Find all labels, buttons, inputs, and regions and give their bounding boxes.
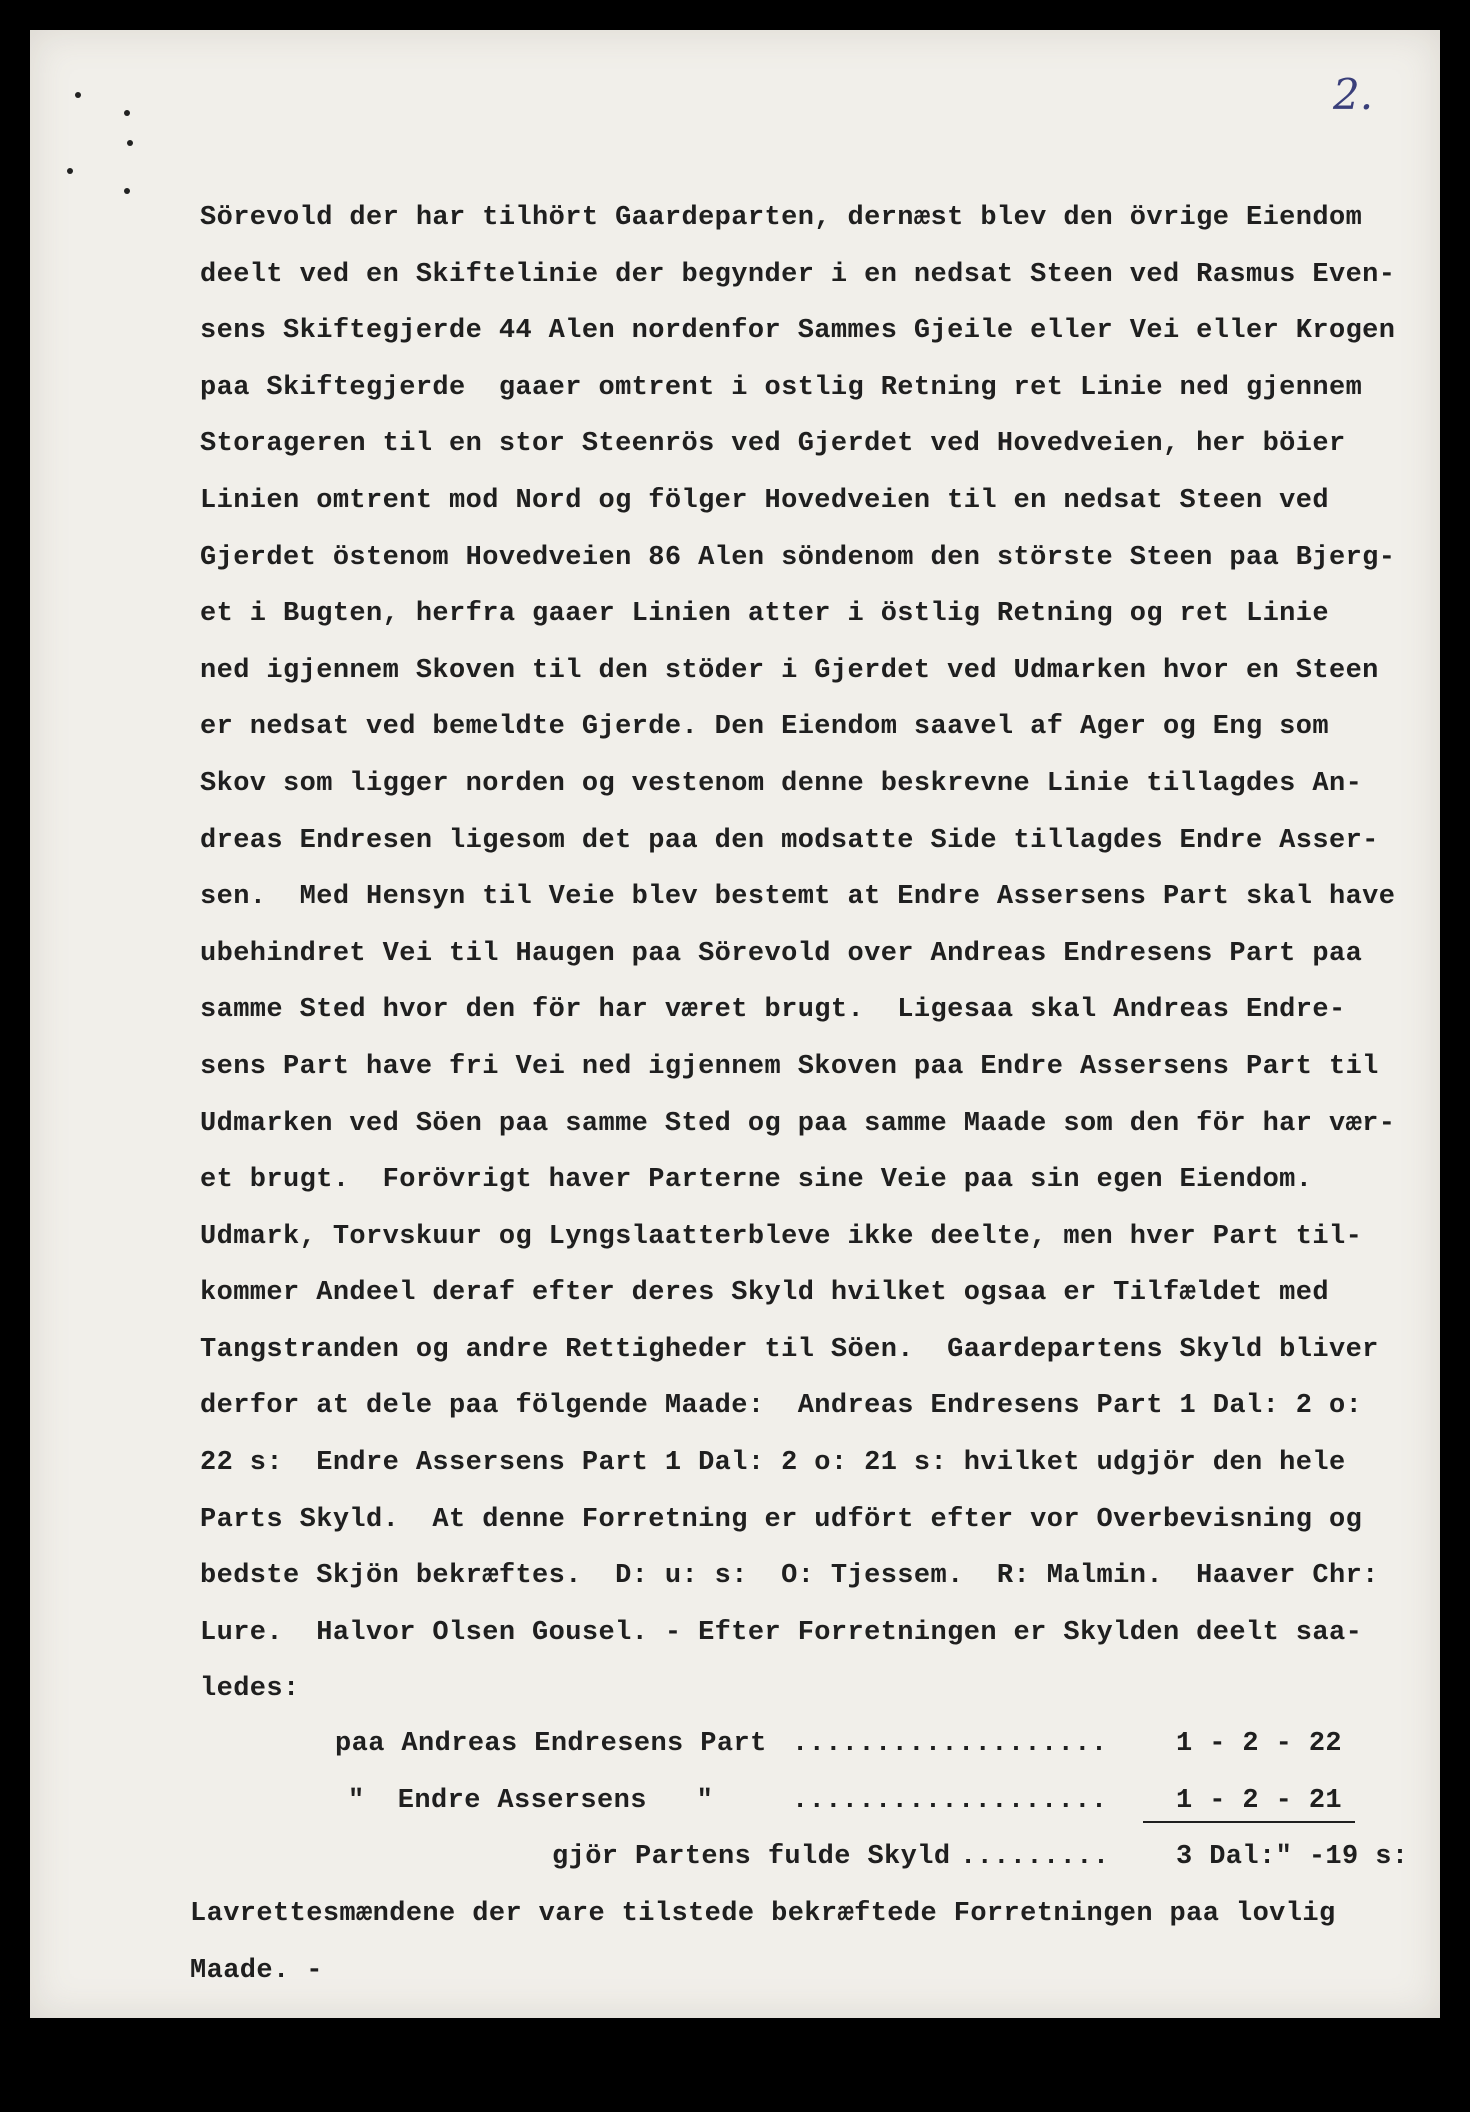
punch-hole-mark <box>67 168 73 174</box>
text-line: Gjerdet östenom Hovedveien 86 Alen söndenom den störste Steen paa Bjerg- <box>200 542 1396 573</box>
text-line: sens Skiftegjerde 44 Alen nordenfor Sammes Gjeile eller Vei eller Krogen <box>200 316 1396 347</box>
text-line: sens Part have fri Vei ned igjennem Skoven paa Endre Assersens Part til <box>200 1051 1379 1082</box>
text-line: Udmark, Torvskuur og Lyngslaatterbleve ikke deelte, men hver Part til- <box>200 1221 1363 1252</box>
text-line: Tangstranden og andre Rettigheder til Söen. Gaardepartens Skyld bliver <box>200 1334 1379 1365</box>
skyld-summary-table <box>200 1716 1440 1886</box>
summary-dots: ......... <box>960 1842 1110 1873</box>
text-line: Storageren til en stor Steenrös ved Gjerdet ved Hovedveien, her böier <box>200 429 1346 460</box>
text-line: derfor at dele paa fölgende Maade: Andreas Endresens Part 1 Dal: 2 o: <box>200 1391 1363 1422</box>
text-line: Parts Skyld. At denne Forretning er udfört efter vor Overbevisning og <box>200 1504 1363 1535</box>
text-line: et i Bugten, herfra gaaer Linien atter i östlig Retning og ret Linie <box>200 599 1329 630</box>
text-line: ubehindret Vei til Haugen paa Sörevold over Andreas Endresens Part paa <box>200 938 1363 969</box>
text-line: Lure. Halvor Olsen Gousel. - Efter Forretningen er Skylden deelt saa- <box>200 1617 1363 1648</box>
text-line: Lavrettesmændene der vare tilstede bekræftede Forretningen paa lovlig <box>190 1899 1336 1929</box>
text-line: Skov som ligger norden og vestenom denne beskrevne Linie tillagdes An- <box>200 768 1363 799</box>
punch-hole-mark <box>124 188 130 194</box>
text-line: bedste Skjön bekræftes. D: u: s: O: Tjessem. R: Malmin. Haaver Chr: <box>200 1561 1379 1592</box>
text-line: Linien omtrent mod Nord og fölger Hovedveien til en nedsat Steen ved <box>200 485 1329 516</box>
summary-dots: ................... <box>792 1785 1108 1816</box>
punch-hole-mark <box>127 140 133 146</box>
summary-value: 1 - 2 - 21 <box>1176 1785 1343 1816</box>
text-line: kommer Andeel deraf efter deres Skyld hvilket ogsaa er Tilfældet med <box>200 1278 1329 1309</box>
text-line: dreas Endresen ligesom det paa den modsatte Side tillagdes Endre Asser- <box>200 825 1379 856</box>
text-line: sen. Med Hensyn til Veie blev bestemt at Endre Assersens Part skal have <box>200 882 1396 913</box>
text-line: er nedsat ved bemeldte Gjerde. Den Eiendom saavel af Ager og Eng som <box>200 712 1329 743</box>
summary-row <box>200 1716 1440 1773</box>
summary-value: 1 - 2 - 22 <box>1176 1729 1343 1759</box>
punch-hole-mark <box>75 92 81 98</box>
text-line: samme Sted hvor den för har været brugt. Ligesaa skal Andreas Endre- <box>200 995 1346 1026</box>
text-line: ledes: <box>200 1674 300 1705</box>
text-line: 22 s: Endre Assersens Part 1 Dal: 2 o: 21 s: hvilket udgjör den hele <box>200 1448 1346 1479</box>
text-line: deelt ved en Skiftelinie der begynder i en nedsat Steen ved Rasmus Even- <box>200 259 1396 290</box>
summary-label: " Endre Assersens " <box>348 1785 714 1816</box>
text-line: paa Skiftegjerde gaaer omtrent i ostlig Retning ret Linie ned gjennem <box>200 372 1363 403</box>
summary-dots: ................... <box>792 1729 1108 1759</box>
summary-row <box>200 1829 1440 1886</box>
summary-label: paa Andreas Endresens Part <box>335 1729 767 1759</box>
text-line: et brugt. Forövrigt haver Parterne sine Veie paa sin egen Eiendom. <box>200 1165 1313 1196</box>
summary-value: 3 Dal:" -19 s: <box>1176 1842 1409 1873</box>
document-body <box>200 190 1440 1718</box>
page-number: 2. <box>1333 70 1374 119</box>
text-line: ned igjennem Skoven til den stöder i Gjerdet ved Udmarken hvor en Steen <box>200 655 1379 686</box>
punch-hole-mark <box>124 110 130 116</box>
text-line: Udmarken ved Söen paa samme Sted og paa samme Maade som den för har vær- <box>200 1108 1396 1139</box>
summary-label: gjör Partens fulde Skyld <box>552 1842 951 1873</box>
sum-underline <box>1143 1821 1355 1823</box>
text-line: Sörevold der har tilhört Gaardeparten, dernæst blev den övrige Eiendom <box>200 203 1363 233</box>
text-line: Maade. - <box>190 1955 323 1986</box>
closing-paragraph <box>190 1886 1430 1999</box>
summary-row <box>200 1773 1440 1830</box>
